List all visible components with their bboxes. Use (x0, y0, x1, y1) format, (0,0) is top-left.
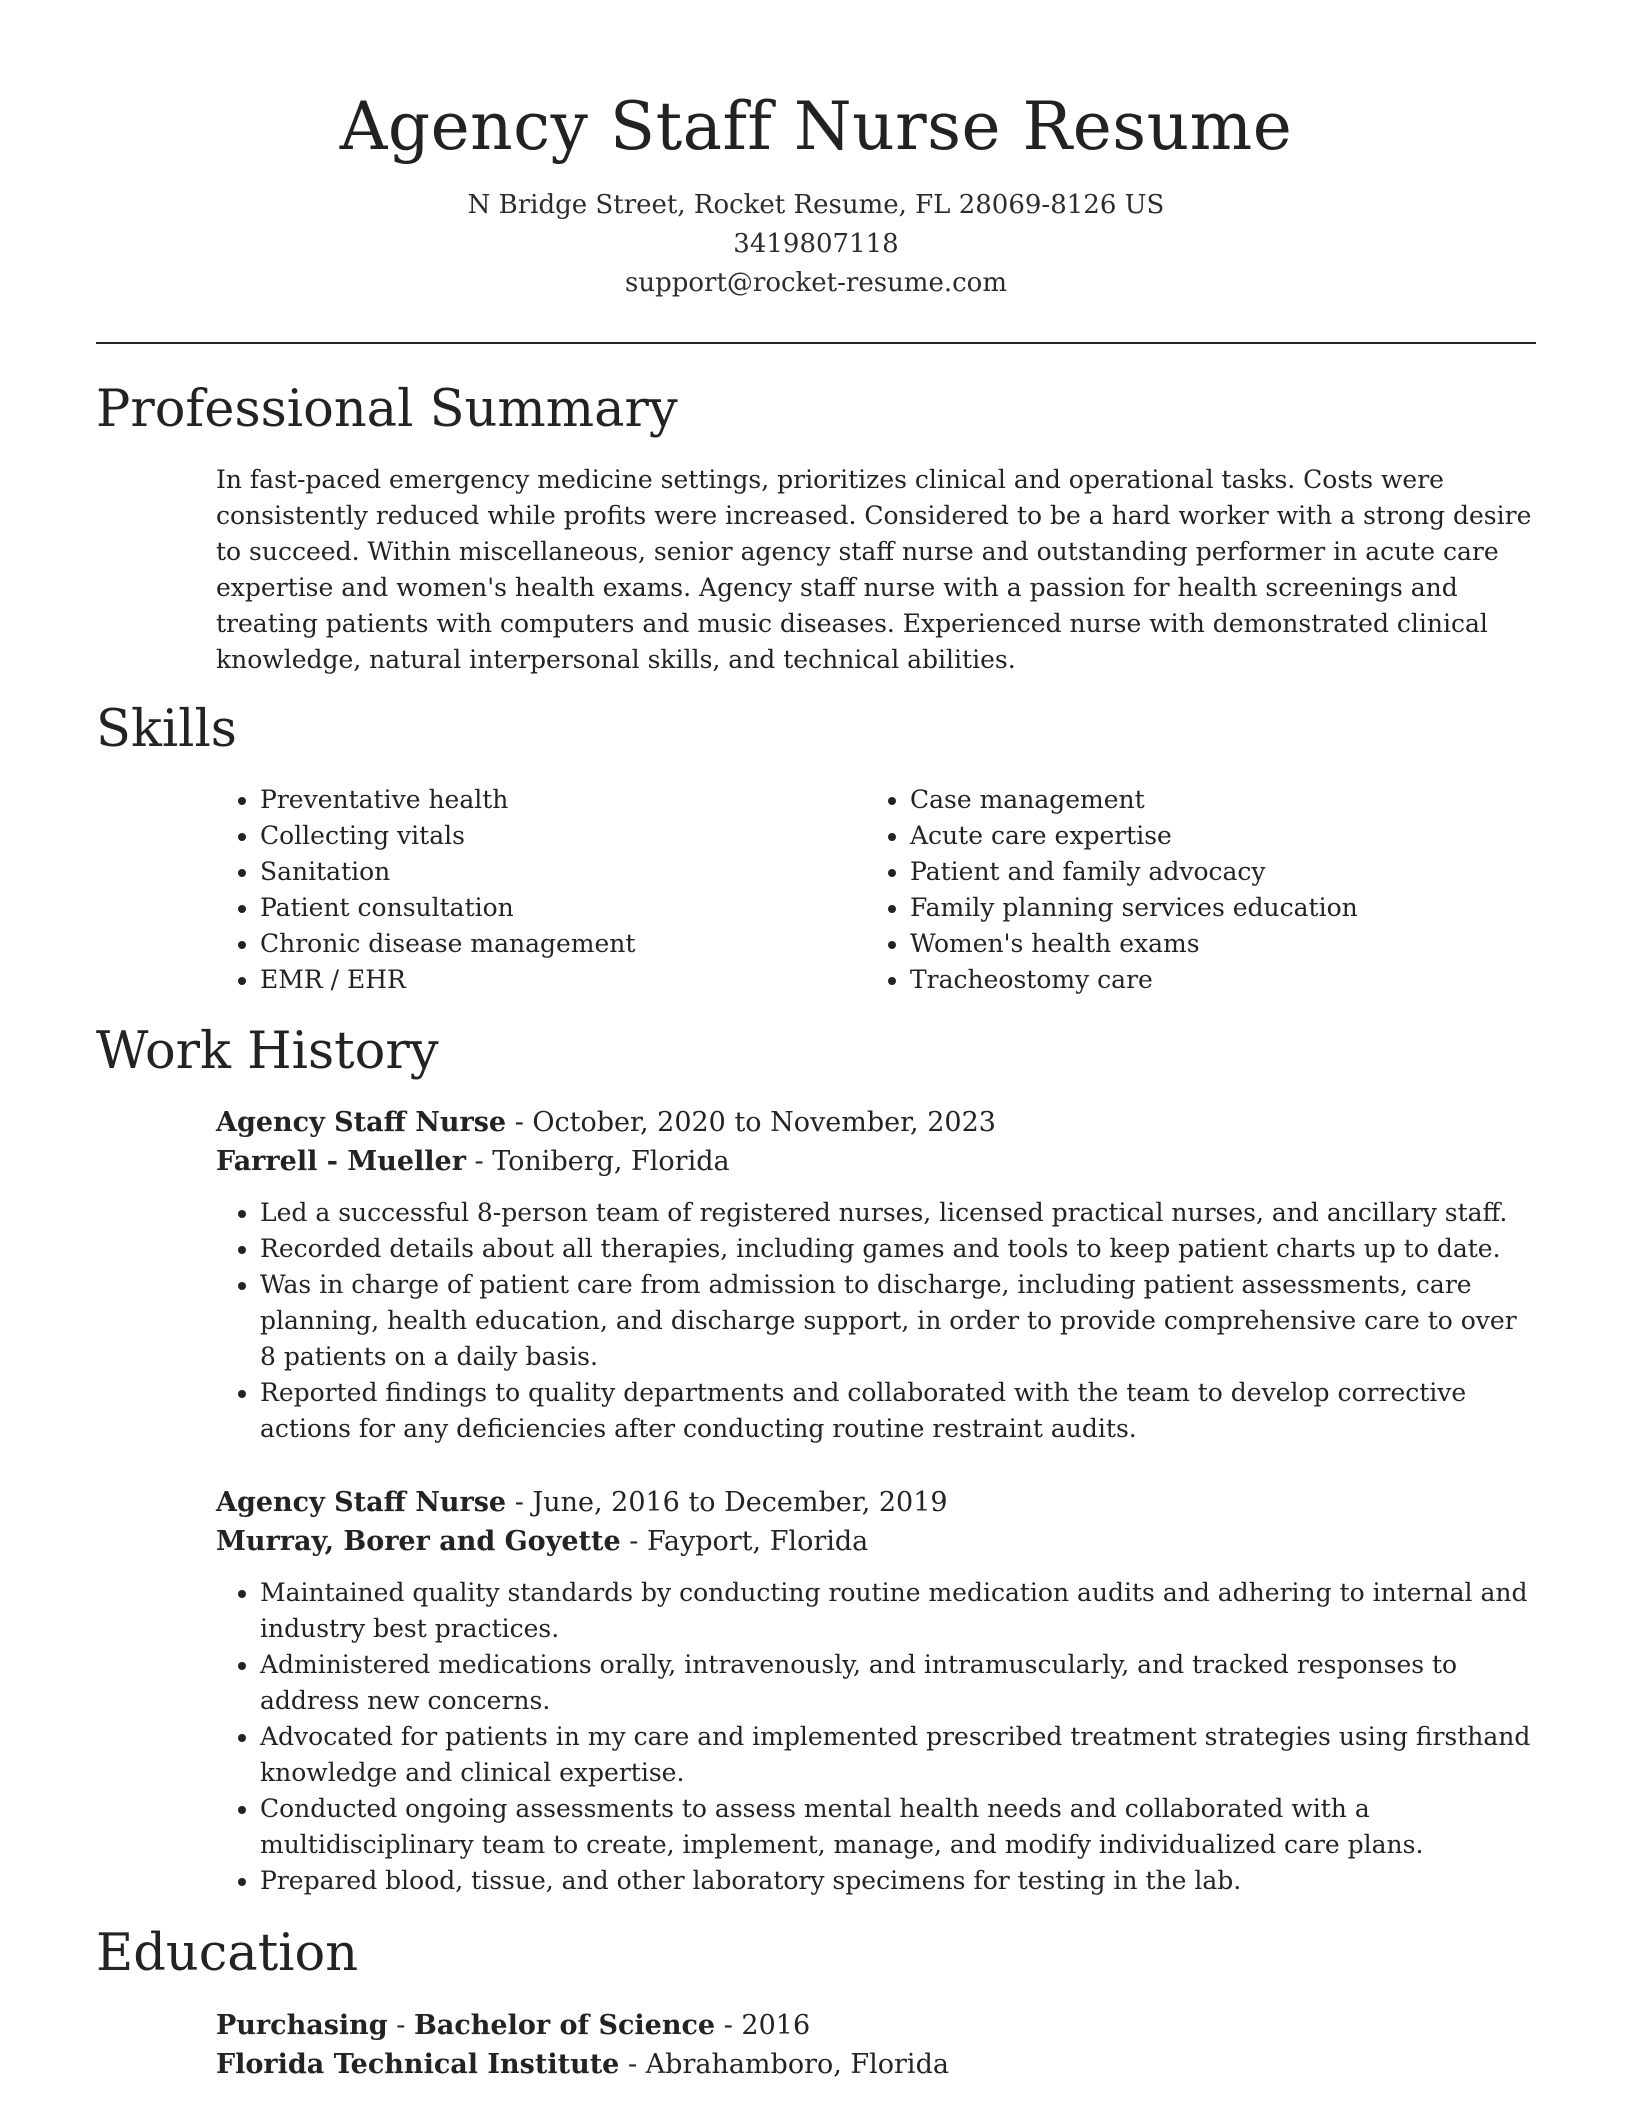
skill-item: • Tracheostomy care (910, 962, 1516, 998)
job-title-line: Agency Staff Nurse - October, 2020 to November, 2023 (216, 1107, 996, 1138)
skill-item: • Sanitation (260, 854, 866, 890)
job-company: Murray, Borer and Goyette (216, 1526, 621, 1557)
education-school: Florida Technical Institute (216, 2049, 620, 2080)
skill-item: • Collecting vitals (260, 818, 866, 854)
skills-heading: Skills (96, 700, 237, 759)
summary-text: In fast-paced emergency medicine settings, prioritizes clinical and operational tasks. Costs were consistently reduced while profits were increased. Considered to be a hard worker with a strong desire to succeed. Within miscellaneous, senior agency staff nurse and outstanding performer in acute care expertise and women's health exams. Agency staff nurse with a passion for health screenings and treating patients with computers and music diseases. Experienced nurse with demonstrated clinical knowledge, natural interpersonal skills, and technical abilities. (216, 465, 1532, 674)
skill-item: • Acute care expertise (910, 818, 1516, 854)
education-degree-line: Purchasing - Bachelor of Science - 2016 (216, 2010, 811, 2041)
job-start: June, 2016 (532, 1487, 680, 1518)
job-location: Toniberg, Florida (492, 1146, 730, 1177)
job-entry (216, 1483, 1538, 1899)
skill-item: • Preventative health (260, 782, 866, 818)
skill-item: • Family planning services education (910, 890, 1516, 926)
summary-heading: Professional Summary (96, 380, 678, 439)
job-location: Fayport, Florida (646, 1526, 869, 1557)
skill-item: • EMR / EHR (260, 962, 866, 998)
contact-phone: 3419807118 (733, 229, 899, 259)
job-end: November, 2023 (770, 1107, 996, 1138)
job-bullets (216, 1575, 1538, 1899)
education-field: Purchasing (216, 2010, 388, 2041)
education-location: Abrahamboro, Florida (645, 2049, 949, 2080)
header-divider (96, 342, 1536, 344)
education-entry (216, 2006, 1538, 2084)
job-bullet: • Recorded details about all therapies, including games and tools to keep patient charts up to date. (260, 1231, 1538, 1267)
education-degree: Bachelor of Science (414, 2010, 716, 2041)
education-heading: Education (96, 1924, 359, 1983)
skill-item: • Patient consultation (260, 890, 866, 926)
job-bullet: • Led a successful 8-person team of registered nurses, licensed practical nurses, and ancillary staff. (260, 1195, 1538, 1231)
job-company: Farrell - Mueller (216, 1146, 466, 1177)
skill-item: • Case management (910, 782, 1516, 818)
education-year: 2016 (741, 2010, 811, 2041)
summary-section (216, 462, 1538, 678)
contact-address: N Bridge Street, Rocket Resume, FL 28069-8126 US (467, 190, 1165, 220)
job-bullet: • Conducted ongoing assessments to assess mental health needs and collaborated with a multidisciplinary team to create, implement, manage, and modify individualized care plans. (260, 1791, 1538, 1863)
resume-header (96, 82, 1536, 303)
job-title-line: Agency Staff Nurse - June, 2016 to December, 2019 (216, 1487, 948, 1518)
education-school-line: Florida Technical Institute - Abrahamboro, Florida (216, 2049, 949, 2080)
job-bullets (216, 1195, 1538, 1447)
contact-info (96, 186, 1536, 303)
job-bullet: • Maintained quality standards by conducting routine medication audits and adhering to internal and industry best practices. (260, 1575, 1538, 1647)
skills-column-right (866, 782, 1516, 998)
skill-item: • Chronic disease management (260, 926, 866, 962)
job-bullet: • Prepared blood, tissue, and other laboratory specimens for testing in the lab. (260, 1863, 1538, 1899)
job-end: December, 2019 (724, 1487, 948, 1518)
job-company-line: Murray, Borer and Goyette - Fayport, Florida (216, 1526, 869, 1557)
job-company-line: Farrell - Mueller - Toniberg, Florida (216, 1146, 730, 1177)
contact-email: support@rocket-resume.com (624, 268, 1007, 298)
skills-column-left (216, 782, 866, 998)
resume-name: Agency Staff Nurse Resume (339, 88, 1293, 165)
skills-section (216, 782, 1538, 998)
job-bullet: • Administered medications orally, intravenously, and intramuscularly, and tracked responses to address new concerns. (260, 1647, 1538, 1719)
job-bullet: • Advocated for patients in my care and implemented prescribed treatment strategies using firsthand knowledge and clinical expertise. (260, 1719, 1538, 1791)
job-bullet: • Reported findings to quality departments and collaborated with the team to develop corrective actions for any deficiencies after conducting routine restraint audits. (260, 1375, 1538, 1447)
job-role: Agency Staff Nurse (216, 1487, 507, 1518)
job-bullet: • Was in charge of patient care from admission to discharge, including patient assessments, care planning, health education, and discharge support, in order to provide comprehensive care to over 8 patients on a daily basis. (260, 1267, 1538, 1375)
job-role: Agency Staff Nurse (216, 1107, 507, 1138)
job-entry (216, 1103, 1538, 1447)
skill-item: • Women's health exams (910, 926, 1516, 962)
skill-item: • Patient and family advocacy (910, 854, 1516, 890)
work-history-heading: Work History (96, 1022, 439, 1081)
job-start: October, 2020 (532, 1107, 726, 1138)
